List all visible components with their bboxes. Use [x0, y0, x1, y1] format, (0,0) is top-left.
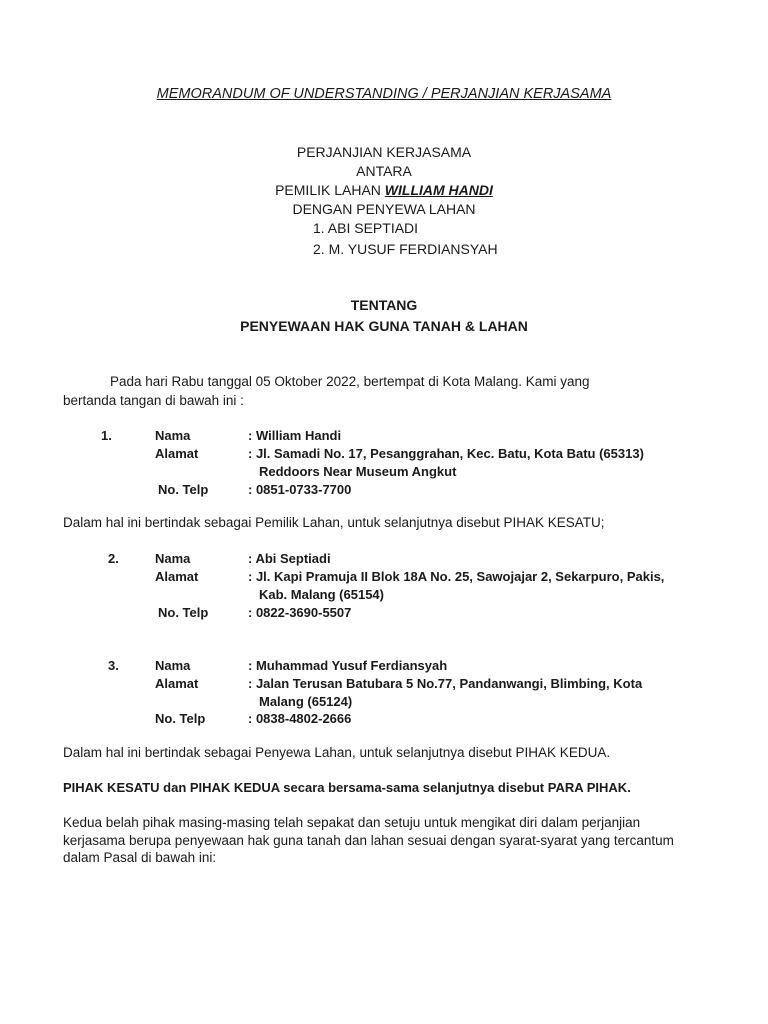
closing-line-3: dalam Pasal di bawah ini:: [63, 850, 217, 865]
value-nama: : Muhammad Yusuf Ferdiansyah: [248, 658, 448, 673]
closing-line-1: Kedua belah pihak masing-masing telah sepakat dan setuju untuk mengikat diri dalam perjanjian: [63, 815, 641, 830]
value-nama: : William Handi: [248, 428, 342, 443]
party-number: 2.: [108, 551, 119, 566]
value-telp: : 0822-3690-5507: [248, 605, 352, 620]
mou-heading: MEMORANDUM OF UNDERSTANDING / PERJANJIAN KERJASAMA: [156, 86, 612, 102]
title-tenant-1: 1. ABI SEPTIADI: [313, 220, 419, 236]
party-number: 3.: [108, 658, 119, 673]
label-telp: No. Telp: [158, 482, 209, 497]
subject-line-1: TENTANG: [350, 297, 418, 313]
title-line-2: ANTARA: [356, 163, 412, 179]
statement-para-pihak: PIHAK KESATU dan PIHAK KEDUA secara bersama-sama selanjutnya disebut PARA PIHAK.: [63, 780, 631, 795]
title-line-3: [0, 182, 768, 198]
label-nama: Nama: [155, 551, 191, 566]
party-number: 1.: [101, 428, 112, 443]
title-owner-prefix: PEMILIK LAHAN: [275, 182, 385, 198]
value-telp: : 0851-0733-7700: [248, 482, 352, 497]
title-owner-name: WILLIAM HANDI: [384, 182, 493, 198]
value-alamat-2: Reddoors Near Museum Angkut: [259, 464, 457, 479]
title-tenant-2: 2. M. YUSUF FERDIANSYAH: [313, 241, 498, 257]
intro-line-1: Pada hari Rabu tanggal 05 Oktober 2022, bertempat di Kota Malang. Kami yang: [110, 374, 590, 389]
value-alamat-2: Kab. Malang (65154): [259, 587, 384, 602]
closing-line-2: kerjasama berupa penyewaan hak guna tanah dan lahan sesuai dengan syarat-syarat yang tercantum: [63, 833, 674, 848]
statement-pihak-kesatu: Dalam hal ini bertindak sebagai Pemilik Lahan, untuk selanjutnya disebut PIHAK KESATU;: [63, 515, 605, 530]
subject-line-2: PENYEWAAN HAK GUNA TANAH & LAHAN: [240, 318, 528, 334]
value-alamat-1: : Jl. Samadi No. 17, Pesanggrahan, Kec. Batu, Kota Batu (65313): [248, 446, 644, 461]
label-nama: Nama: [155, 428, 191, 443]
label-alamat: Alamat: [155, 446, 199, 461]
value-nama: : Abi Septiadi: [248, 551, 331, 566]
label-alamat: Alamat: [155, 569, 199, 584]
value-alamat-1: : Jalan Terusan Batubara 5 No.77, Pandanwangi, Blimbing, Kota: [248, 676, 643, 691]
label-alamat: Alamat: [155, 676, 199, 691]
label-telp: No. Telp: [158, 605, 209, 620]
title-line-4: DENGAN PENYEWA LAHAN: [292, 201, 476, 217]
label-nama: Nama: [155, 658, 191, 673]
intro-line-2: bertanda tangan di bawah ini :: [63, 393, 244, 408]
label-telp: No. Telp: [155, 711, 206, 726]
statement-pihak-kedua: Dalam hal ini bertindak sebagai Penyewa Lahan, untuk selanjutnya disebut PIHAK KEDUA.: [63, 745, 611, 760]
value-alamat-1: : Jl. Kapi Pramuja II Blok 18A No. 25, Sawojajar 2, Sekarpuro, Pakis,: [248, 569, 665, 584]
value-alamat-2: Malang (65124): [259, 694, 353, 709]
title-line-1: PERJANJIAN KERJASAMA: [296, 144, 472, 160]
value-telp: : 0838-4802-2666: [248, 711, 352, 726]
